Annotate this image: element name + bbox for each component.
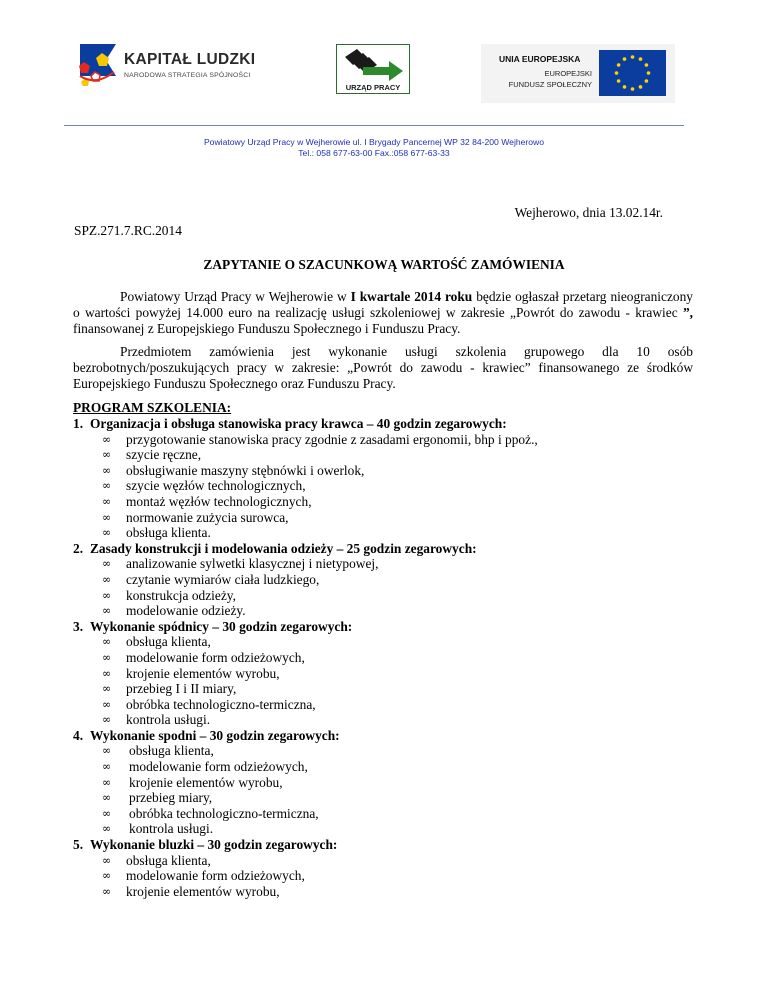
kapital-ludzki-emblem-icon [76, 42, 120, 94]
document-title: ZAPYTANIE O SZACUNKOWĄ WARTOŚĆ ZAMÓWIENIA [203, 257, 565, 272]
list-item-text: szycie węzłów technologicznych, [126, 478, 306, 494]
list-item [73, 821, 713, 837]
list-item [73, 868, 713, 884]
infinity-bullet-icon: ∞ [102, 697, 112, 711]
infinity-bullet-icon: ∞ [102, 869, 112, 883]
infinity-bullet-icon: ∞ [102, 588, 112, 602]
list-item [73, 806, 713, 822]
list-item-text: czytanie wymiarów ciała ludzkiego, [126, 571, 320, 587]
list-item-text: modelowanie form odzieżowych, [126, 649, 305, 665]
intro-bold-period: I kwartale 2014 roku [350, 289, 473, 304]
list-item [73, 572, 713, 588]
list-item [73, 478, 713, 494]
infinity-bullet-icon: ∞ [102, 666, 112, 680]
intro-text-3: finansowanej z Europejskiego Funduszu Społecznego i Funduszu Pracy. [73, 321, 461, 336]
eu-line2: EUROPEJSKI [544, 69, 592, 78]
kapital-ludzki-title: KAPITAŁ LUDZKI [124, 51, 256, 68]
list-item-text: obsługa klienta, [129, 743, 214, 759]
list-item [73, 603, 713, 619]
header-rule [64, 125, 684, 126]
infinity-bullet-icon: ∞ [102, 775, 112, 789]
module-number: 4. [73, 727, 84, 743]
infinity-bullet-icon: ∞ [102, 635, 112, 649]
infinity-bullet-icon: ∞ [102, 650, 112, 664]
module-title [73, 728, 713, 744]
infinity-bullet-icon: ∞ [102, 463, 112, 477]
program-module [73, 728, 713, 837]
module-title-text: Wykonanie spodni – 30 godzin zegarowych: [90, 727, 340, 743]
office-phone-fax: Tel.: 058 677-63-00 Fax.:058 677-63-33 [298, 148, 450, 158]
infinity-bullet-icon: ∞ [102, 884, 112, 898]
infinity-bullet-icon: ∞ [102, 744, 112, 758]
infinity-bullet-icon: ∞ [102, 572, 112, 586]
list-item [73, 853, 713, 869]
subject-paragraph [73, 344, 693, 392]
list-item-text: normowanie zużycia surowca, [126, 509, 289, 525]
list-item-text: modelowanie form odzieżowych, [129, 759, 308, 775]
module-title [73, 837, 713, 853]
training-program [73, 416, 713, 899]
infinity-bullet-icon: ∞ [102, 448, 112, 462]
module-title-text: Zasady konstrukcji i modelowania odzieży – 25 godzin zegarowych: [90, 540, 477, 556]
infinity-bullet-icon: ∞ [102, 682, 112, 696]
eu-fund-logo [481, 44, 675, 103]
list-item-text: krojenie elementów wyrobu, [126, 883, 280, 899]
module-title-text: Organizacja i obsługa stanowiska pracy krawca – 40 godzin zegarowych: [90, 416, 507, 431]
list-item-text: obsługa klienta, [126, 634, 211, 650]
list-item [73, 510, 713, 526]
infinity-bullet-icon: ∞ [102, 510, 112, 524]
kapital-ludzki-subtitle: NARODOWA STRATEGIA SPÓJNOŚCI [124, 72, 251, 79]
module-title [73, 619, 713, 635]
list-item-text: przebieg I i II miary, [126, 681, 237, 697]
intro-paragraph [73, 289, 693, 337]
list-item [73, 447, 713, 463]
module-title-text: Wykonanie spódnicy – 30 godzin zegarowych: [90, 618, 353, 634]
infinity-bullet-icon: ∞ [102, 791, 112, 805]
subject-text: Przedmiotem zamówienia jest wykonanie usługi szkolenia grupowego dla 10 osób bezrobotnych/poszukujących pracy w zakresie: „Powrót do zawodu - krawiec” finansowanego ze środków Europejskiego Funduszu Społecznego oraz Funduszu Pracy. [73, 344, 693, 391]
list-item-text: kontrola usługi. [126, 712, 211, 728]
list-item [73, 743, 713, 759]
list-item [73, 790, 713, 806]
list-item [73, 494, 713, 510]
document-date: Wejherowo, dnia 13.02.14r. [514, 205, 663, 220]
module-number: 2. [73, 540, 84, 556]
program-heading: PROGRAM SZKOLENIA: [73, 400, 232, 415]
program-module [73, 541, 713, 619]
list-item-text: kontrola usługi. [129, 821, 214, 837]
list-item [73, 634, 713, 650]
module-title [73, 541, 713, 557]
infinity-bullet-icon: ∞ [102, 822, 112, 836]
urzad-pracy-logo [336, 44, 410, 94]
list-item-text: konstrukcja odzieży, [126, 587, 236, 603]
list-item-text: modelowanie odzieży. [126, 603, 246, 619]
intro-text-2: będzie ogłaszał przetarg nieograniczony o wartości powyżej 14.000 euro na realizację usługi szkoleniowej w zakresie „Powrót do zawodu - krawiec [73, 289, 693, 320]
list-item [73, 666, 713, 682]
office-address: Powiatowy Urząd Pracy w Wejherowie ul. I Brygady Pancernej WP 32 84-200 Wejherowo [203, 137, 545, 147]
program-module [73, 416, 713, 541]
urzad-pracy-emblem-icon [337, 45, 408, 83]
intro-bold-quote: ”, [682, 305, 693, 320]
list-item [73, 525, 713, 541]
list-item-text: obsługa klienta, [126, 852, 211, 868]
list-item [73, 650, 713, 666]
list-item [73, 712, 713, 728]
list-item-text: obsługiwanie maszyny stębnówki i owerlok, [126, 462, 365, 478]
intro-text-1: Powiatowy Urząd Pracy w Wejherowie w [120, 289, 351, 304]
list-item-text: obróbka technologiczno-termiczna, [126, 696, 316, 712]
list-item [73, 775, 713, 791]
eu-flag-icon [599, 50, 666, 96]
list-item-text: montaż węzłów technologicznych, [126, 493, 312, 509]
list-item [73, 556, 713, 572]
infinity-bullet-icon: ∞ [102, 557, 112, 571]
infinity-bullet-icon: ∞ [102, 432, 112, 446]
list-item [73, 697, 713, 713]
list-item-text: krojenie elementów wyrobu, [126, 665, 280, 681]
list-item-text: obróbka technologiczno-termiczna, [129, 805, 319, 821]
program-module [73, 619, 713, 728]
infinity-bullet-icon: ∞ [102, 760, 112, 774]
kapital-ludzki-logo [76, 40, 266, 96]
eu-line1: UNIA EUROPEJSKA [499, 54, 581, 64]
module-title-text: Wykonanie bluzki – 30 godzin zegarowych: [90, 837, 338, 853]
infinity-bullet-icon: ∞ [102, 604, 112, 618]
eu-line3: FUNDUSZ SPOŁECZNY [508, 80, 592, 89]
list-item [73, 588, 713, 604]
infinity-bullet-icon: ∞ [102, 713, 112, 727]
infinity-bullet-icon: ∞ [102, 806, 112, 820]
list-item [73, 432, 713, 448]
list-item [73, 759, 713, 775]
module-number: 3. [73, 618, 84, 634]
infinity-bullet-icon: ∞ [102, 526, 112, 540]
urzad-pracy-label: URZĄD PRACY [345, 83, 401, 92]
module-number: 1. [73, 416, 84, 431]
list-item-text: szycie ręczne, [126, 447, 202, 463]
case-reference: SPZ.271.7.RC.2014 [74, 223, 182, 238]
module-number: 5. [73, 837, 84, 853]
list-item [73, 681, 713, 697]
list-item-text: przebieg miary, [129, 790, 213, 806]
list-item-text: analizowanie sylwetki klasycznej i nietypowej, [126, 556, 379, 572]
list-item [73, 463, 713, 479]
program-module [73, 837, 713, 899]
list-item-text: przygotowanie stanowiska pracy zgodnie z zasadami ergonomii, bhp i ppoż., [126, 431, 538, 447]
list-item [73, 884, 713, 900]
module-title [73, 416, 713, 432]
list-item-text: modelowanie form odzieżowych, [126, 868, 305, 884]
infinity-bullet-icon: ∞ [102, 479, 112, 493]
infinity-bullet-icon: ∞ [102, 853, 112, 867]
list-item-text: obsługa klienta. [126, 525, 211, 541]
infinity-bullet-icon: ∞ [102, 494, 112, 508]
list-item-text: krojenie elementów wyrobu, [129, 774, 283, 790]
